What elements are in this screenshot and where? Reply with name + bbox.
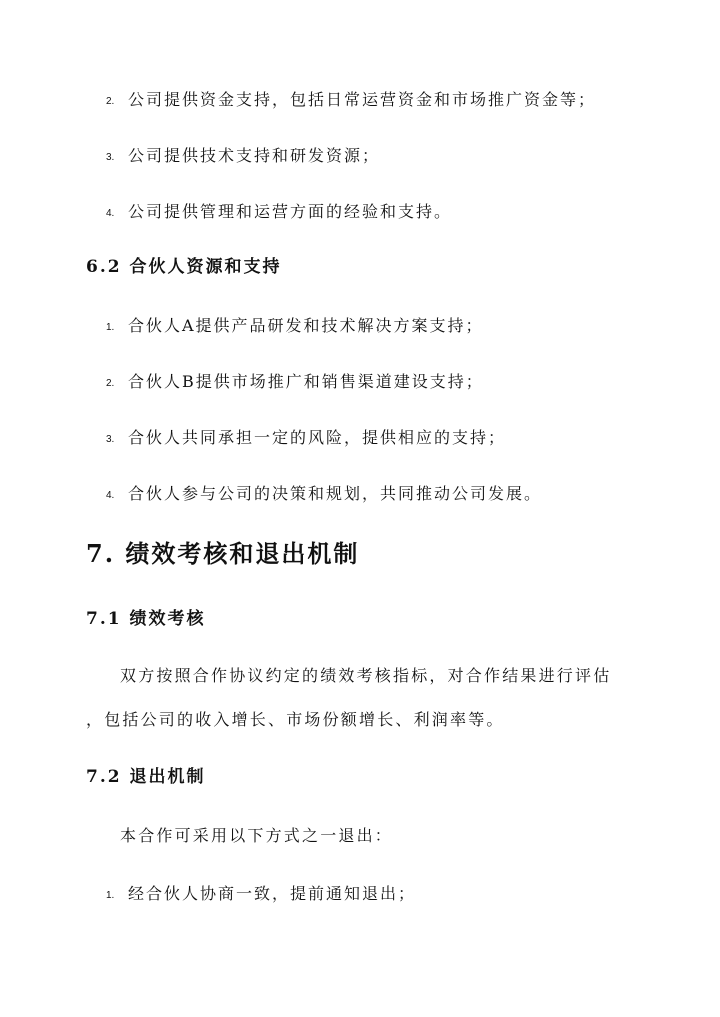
paragraph-line: ，包括公司的收入增长、市场份额增长、利润率等。 [86, 710, 505, 729]
list-item [106, 428, 506, 450]
list-text: 合伙人B提供市场推广和销售渠道建设支持； [128, 372, 484, 391]
list-text: 公司提供资金支持，包括日常运营资金和市场推广资金等； [128, 90, 597, 109]
list-number: 3. [106, 152, 115, 163]
list-number: 2. [106, 378, 115, 389]
section-heading-6-2: 6.2 合伙人资源和支持 [86, 257, 282, 277]
list-number: 2. [106, 96, 115, 107]
list-number: 1. [106, 322, 115, 333]
list-number: 1. [106, 890, 115, 901]
section-heading-7-2: 7.2 退出机制 [86, 767, 206, 787]
list-number: 4. [106, 490, 115, 501]
list-text: 经合伙人协商一致，提前通知退出； [128, 884, 417, 903]
list-text: 公司提供管理和运营方面的经验和支持。 [128, 202, 453, 221]
list-text: 合伙人共同承担一定的风险，提供相应的支持； [128, 428, 507, 447]
list-text: 合伙人A提供产品研发和技术解决方案支持； [128, 316, 484, 335]
paragraph-line: 本合作可采用以下方式之一退出： [120, 826, 394, 845]
list-item [106, 202, 452, 224]
section-heading-7-1: 7.1 绩效考核 [86, 609, 206, 629]
list-item [106, 884, 416, 906]
section-heading-7: 7. 绩效考核和退出机制 [86, 539, 360, 568]
list-text: 合伙人参与公司的决策和规划，共同推动公司发展。 [128, 484, 543, 503]
list-item [106, 146, 380, 168]
list-number: 4. [106, 208, 115, 219]
paragraph-line: 双方按照合作协议约定的绩效考核指标，对合作结果进行评估 [120, 666, 612, 685]
list-item [106, 90, 596, 112]
list-text: 公司提供技术支持和研发资源； [128, 146, 381, 165]
list-number: 3. [106, 434, 115, 445]
list-item [106, 316, 484, 338]
list-item [106, 484, 542, 506]
list-item [106, 372, 484, 394]
